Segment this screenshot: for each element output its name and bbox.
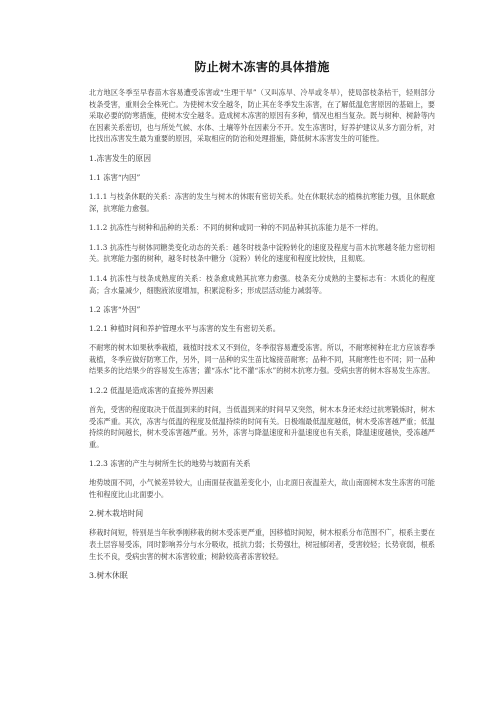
section-1-1-4-paragraph: 1.1.4 抗冻性与枝条成熟度的关系：枝条愈成熟其抗寒力愈强。枝条充分成熟的主要标志有：木质化的程度高；含水量减少，细胞液浓度增加，积累淀粉多；形成层活动能力减弱等。: [89, 273, 435, 295]
section-3-heading: 3.树木休眠: [89, 571, 128, 581]
section-1-2-1-heading: 1.2.1 种植时间和养护管理水平与冻害的发生有密切关系。: [89, 324, 281, 334]
section-1-1-1-paragraph: 1.1.1 与枝条休眠的关系：冻害的发生与树木的休眠有密切关系。处在休眠状态的植株抗寒能力强，且休眠愈深，抗寒能力愈强。: [89, 191, 435, 213]
section-1-2-2-heading: 1.2.2 低温是造成冻害的直接外界因素: [89, 385, 214, 395]
section-1-2-3-paragraph: 地势坡面不同，小气候差异较大，山南面昼夜温差变化小，山北面日夜温差大，故山南面树木发生冻害的可能性和程度比山北面要小。: [89, 478, 435, 499]
section-1-2-3-heading: 1.2.3 冻害的产生与树所生长的地势与坡面有关系: [89, 459, 251, 469]
intro-paragraph: 北方地区冬季至早春苗木容易遭受冻害或“生理干旱”（又叫冻旱、冷旱或冬旱），使局部枝条枯干，轻则部分枝条受害，重则会全株死亡。为使树木安全越冬，防止其在冬季发生冻害，在了解低温危害原因的基础上，要采取必要的防寒措施，使树木安全越冬。造成树木冻害的原因有多种，情况也相当复杂。既与树种、树龄等内在因素关系密切，也与所处气候、水体、土壤等外在因素分不开。发生冻害时，好养护建议从多方面分析，对比找出冻害发生最为重要的原因，采取相应的防治和处理措施，降低树木冻害发生的可能性。: [89, 88, 435, 144]
section-1-1-3-paragraph: 1.1.3 抗冻性与树体同糖类变化动态的关系：越冬时枝条中淀粉转化的速度及程度与苗木抗寒越冬能力密切相关。抗寒能力强的树种，越冬时枝条中糖分（淀粉）转化的速度和程度比较快，且彻底。: [89, 242, 435, 264]
section-1-1-heading: 1.1 冻害“内因”: [89, 172, 141, 182]
section-1-2-1-paragraph: 不耐寒的树木如果秋季栽植，栽植时技术又不到位，冬季很容易遭受冻害。所以，不耐寒树种在北方应该春季栽植，冬季应做好防寒工作，另外，同一品种的实生苗比嫁接苗耐寒；品种不同，其耐寒性也不同；同一品种结果多的比结果少的容易发生冻害；灌“冻水”比不灌“冻水”的树木抗寒力强。受病虫害的树木容易发生冻害。: [89, 343, 435, 376]
section-1-2-heading: 1.2 冻害“外因”: [89, 305, 141, 315]
section-1-1-2-paragraph: 1.1.2 抗冻性与树种和品种的关系：不同的树种或同一种的不同品种其抗冻能力是不一样的。: [89, 223, 383, 233]
section-2-heading: 2.树木栽培时间: [89, 509, 144, 519]
page-title: 防止树木冻害的具体措施: [194, 60, 330, 74]
section-2-paragraph: 移栽时间短，特别是当年秋季刚移栽的树木受冻更严重，因移植时间短，树木根系分布范围不广，根系主要在表土层容易受冻，同时影响养分与水分吸收，抵抗力弱；长势强壮，树冠郁闭者，受害较轻；长势衰弱，根系生长不良，受病虫害的树木冻害较重；树龄较高者冻害较轻。: [89, 528, 435, 561]
section-1-heading: 1.冻害发生的原因: [89, 153, 152, 163]
section-1-2-2-paragraph: 首先，受害的程度取决于低温到来的时间，当低温到来的时间早又突然，树木本身还未经过抗寒锻炼时，树木受冻严重。其次，冻害与低温的程度及低温持续的时间有关。日极端最低温度越低，树木受冻害越严重；低温持续的时间越长，树木受冻害越严重。另外，冻害与降温速度和升温速度也有关系，降温速度越快，受冻越严重。: [89, 404, 435, 449]
